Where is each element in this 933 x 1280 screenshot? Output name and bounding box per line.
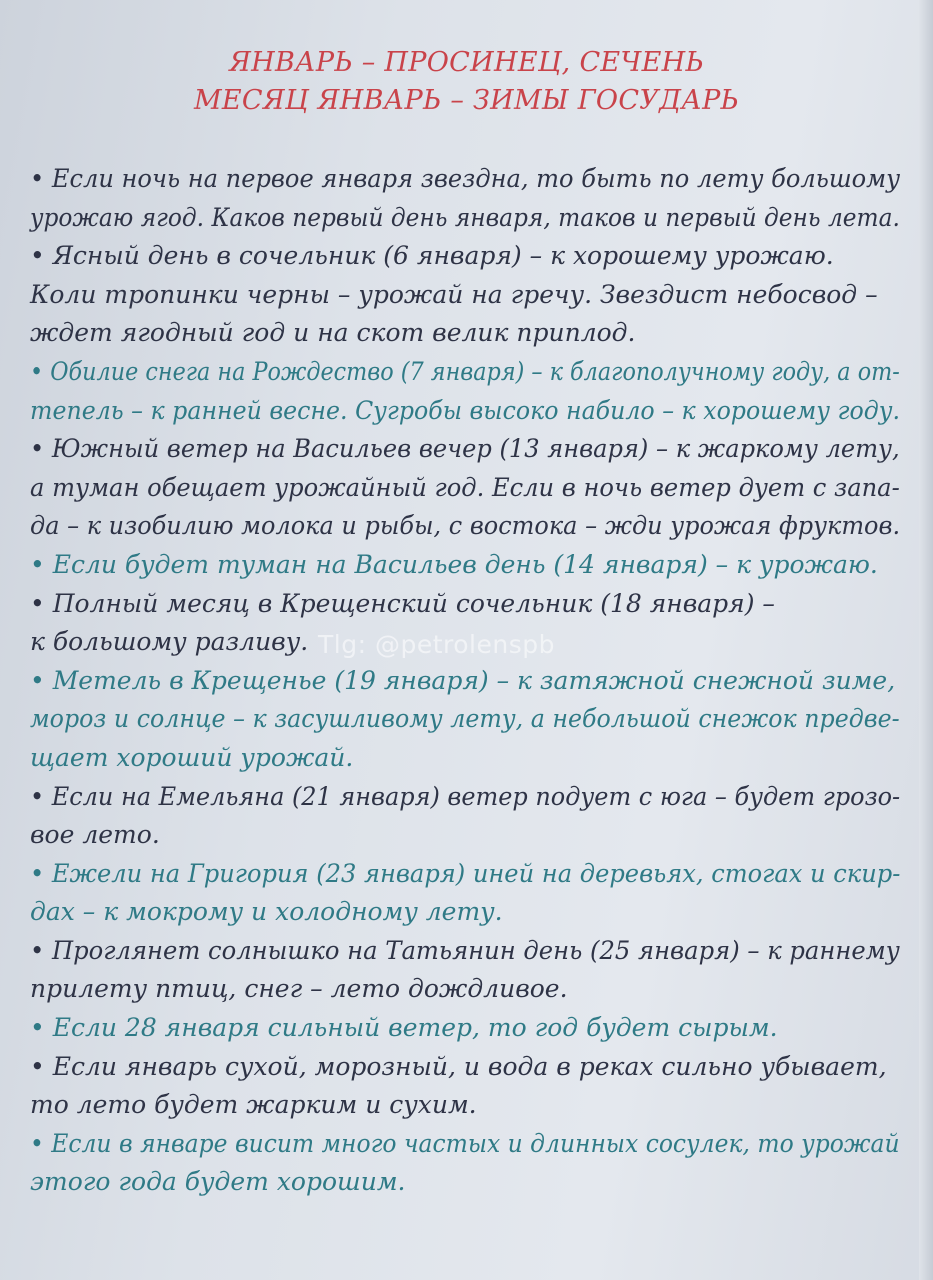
omen-line: • Если на Емельяна (21 января) ветер подует с юга – будет грозо-: [30, 781, 901, 811]
omen-line: тепель – к ранней весне. Сугробы высоко набило – к хорошему году.: [30, 395, 900, 425]
title-line-2: МЕСЯЦ ЯНВАРЬ – ЗИМЫ ГОСУДАРЬ: [193, 85, 740, 116]
omen-line: • Если ночь на первое января звездна, то быть по лету большому: [30, 164, 901, 193]
omen-line: ждет ягодный год и на скот велик приплод.: [30, 318, 636, 348]
omen-line: прилету птиц, снег – лето дождливое.: [30, 974, 568, 1004]
omen-line: • Если будет туман на Васильев день (14 января) – к урожаю.: [30, 549, 878, 579]
omen-line: вое лето.: [30, 820, 160, 850]
omen-paragraph: [30, 778, 900, 855]
omen-paragraph: [30, 932, 900, 1009]
omen-paragraph: [30, 1009, 900, 1048]
omen-paragraph: [30, 1048, 900, 1125]
omen-line: дах – к мокрому и холодному лету.: [30, 897, 503, 927]
page-edge: [919, 0, 933, 1280]
page-title: [0, 44, 933, 120]
omen-line: • Если январь сухой, морозный, и вода в реках сильно убывает,: [30, 1051, 887, 1081]
omen-line: • Южный ветер на Васильев вечер (13 января) – к жаркому лету,: [30, 434, 900, 464]
omen-line: мороз и солнце – к засушливому лету, а небольшой снежок предве-: [30, 704, 900, 734]
omen-line: урожаю ягод. Каков первый день января, таков и первый день лета.: [30, 202, 900, 232]
omen-line: к большому разливу.: [30, 627, 309, 657]
omen-paragraph: [30, 546, 900, 585]
omen-line: • Метель в Крещенье (19 января) – к затяжной снежной зиме,: [30, 665, 896, 695]
omen-line: • Проглянет солнышко на Татьянин день (25 января) – к раннему: [30, 935, 900, 965]
omen-line: • Полный месяц в Крещенский сочельник (18 января) –: [30, 588, 775, 618]
omen-line: этого года будет хорошим.: [30, 1167, 406, 1197]
omen-line: • Ежели на Григория (23 января) иней на деревьях, стогах и скир-: [30, 858, 901, 888]
omen-line: • Обилие снега на Рождество (7 января) – к благополучному году, а от-: [30, 356, 900, 386]
omen-line: то лето будет жарким и сухим.: [30, 1090, 477, 1120]
omen-paragraph: [30, 237, 900, 353]
title-line-1: ЯНВАРЬ – ПРОСИНЕЦ, СЕЧЕНЬ: [229, 47, 704, 78]
omen-paragraph: [30, 855, 900, 932]
omen-line: • Ясный день в сочельник (6 января) – к хорошему урожаю.: [30, 241, 834, 271]
omen-paragraph: [30, 662, 900, 778]
omen-line: Коли тропинки черны – урожай на гречу. Звездист небосвод –: [30, 279, 878, 309]
omen-line: а туман обещает урожайный год. Если в ночь ветер дует с запа-: [30, 472, 900, 502]
omen-line: щает хороший урожай.: [30, 742, 354, 772]
watermark: Tlg: @petrolenspb: [318, 630, 555, 659]
omen-paragraph: [30, 353, 900, 430]
omen-paragraph: [30, 160, 900, 237]
omen-line: • Если в январе висит много частых и длинных сосулек, то урожай: [30, 1128, 900, 1158]
omen-line: • Если 28 января сильный ветер, то год будет сырым.: [30, 1013, 778, 1043]
omen-paragraph: [30, 1125, 900, 1202]
omen-line: да – к изобилию молока и рыбы, с востока – жди урожая фруктов.: [30, 511, 901, 541]
omen-paragraph: [30, 430, 900, 546]
omens-list: [30, 160, 900, 1202]
